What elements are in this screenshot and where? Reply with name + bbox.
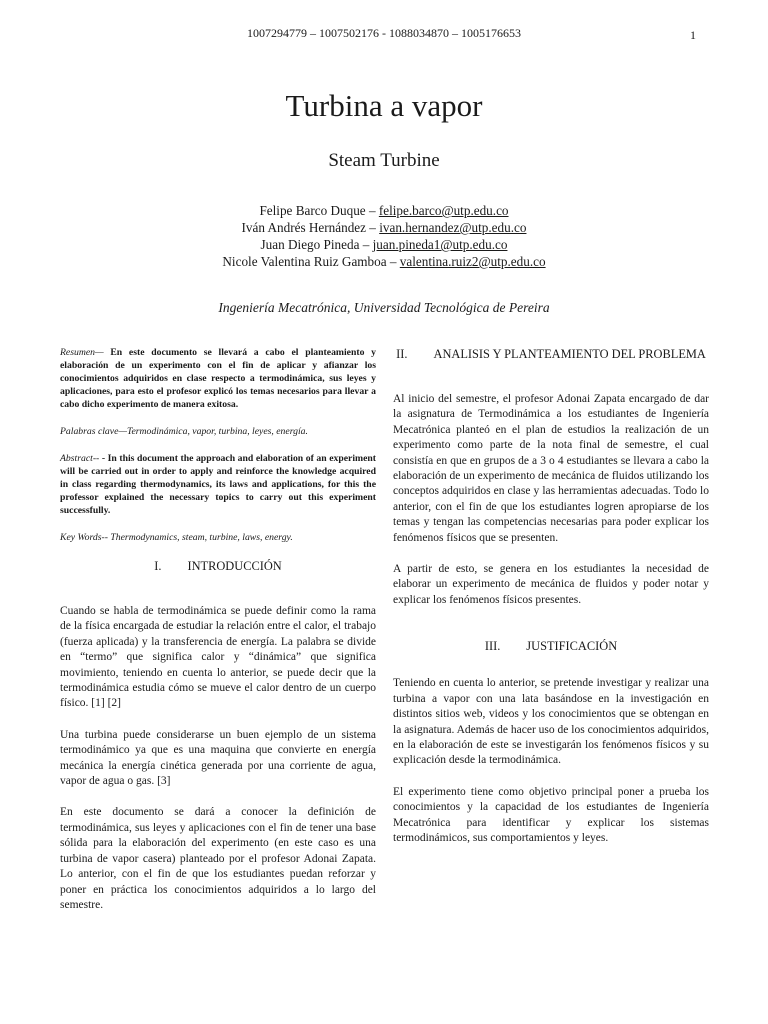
right-column <box>393 346 709 846</box>
author-name: Juan Diego Pineda – <box>260 237 370 252</box>
paper-title: Turbina a vapor <box>285 88 483 123</box>
author-name: Felipe Barco Duque – <box>259 203 376 218</box>
running-header-ids: 1007294779 – 1007502176 - 1088034870 – 1005176653 <box>247 26 521 40</box>
justificacion-paragraph: Teniendo en cuenta lo anterior, se pretende investigar y realizar una turbina a vapor con una lata basándose en la investigación en distintos sitios web, videos y los conocimientos que se obtengan en la asignatura. Además de hacer uso de los conocimientos adquiridos, en la elaboración de este se investigarán los fenómenos físicos y su explicación desde la termodinámica. <box>393 677 709 767</box>
author-email-link[interactable]: valentina.ruiz2@utp.edu.co <box>399 254 546 269</box>
abstract-en-text: - In this document the approach and elaboration of an experiment will be carried out in order to apply and reinforce the knowledge acquired in class regarding thermodynamics, its laws and applications, for this the professor explained the necessary topics to carry out this experiment successfully. <box>60 453 377 516</box>
page-number: 1 <box>690 28 696 42</box>
abstract-es-label: Resumen— <box>60 347 104 358</box>
analisis-paragraph: Al inicio del semestre, el profesor Adonai Zapata encargado de dar la asignatura de Termodinámica a los estudiantes de Ingeniería Mecatrónica planteó en el plan de estudios la realización de un experimento como parte de la nota final de semestre, el cual consistía en que en grupos de a 3 o 4 estudiantes se llevara a cabo la elaboración de un experimento de mecánica de fluidos utilizando los conceptos adquiridos en clase y las herramientas adecuadas. Todo lo anterior, con el fin de que los estudiantes logren apropiarse de los temas y tengan las competencias necesarias para poder explicar los fenómenos físicos que se presenten. <box>393 393 709 544</box>
author-line <box>0 253 768 270</box>
author-name: Iván Andrés Hernández – <box>241 220 376 235</box>
abstract-es <box>60 346 376 411</box>
intro-paragraph: En este documento se dará a conocer la definición de termodinámica, sus leyes y aplicaciones con el fin de tener una base sólida para la elaboración del experimento (en este caso es una turbina de vapor casera) planteado por el profesor Adonai Zapata. Lo anterior, con el fin de que los estudiantes puedan reforzar y poner en práctica los conocimientos adquiridos a lo largo del semestre. <box>60 806 376 911</box>
affiliation: Ingeniería Mecatrónica, Universidad Tecnológica de Pereira <box>218 300 550 315</box>
analisis-paragraph: A partir de esto, se genera en los estudiantes la necesidad de elaborar un experimento de mecánica de fluidos y poder notar y explicar los fenómenos físicos presentes. <box>393 563 709 606</box>
author-line <box>0 219 768 236</box>
keywords-es: Palabras clave—Termodinámica, vapor, turbina, leyes, energía. <box>60 426 308 437</box>
section-heading-analisis: II. ANALISIS Y PLANTEAMIENTO DEL PROBLEMA <box>396 347 706 361</box>
section-heading-intro: I. INTRODUCCIÓN <box>154 559 282 573</box>
author-name: Nicole Valentina Ruiz Gamboa – <box>222 254 397 269</box>
author-email-link[interactable]: juan.pineda1@utp.edu.co <box>372 237 508 252</box>
paper-subtitle: Steam Turbine <box>328 150 440 171</box>
author-list <box>0 202 768 270</box>
author-email-link[interactable]: ivan.hernandez@utp.edu.co <box>379 220 527 235</box>
abstract-en <box>60 452 376 517</box>
author-email-link[interactable]: felipe.barco@utp.edu.co <box>378 203 509 218</box>
justificacion-paragraph: El experimento tiene como objetivo principal poner a prueba los conocimientos y la capacidad de los estudiantes de Ingeniería Mecatrónica para identificar y explicar los sistemas termodinámicos, sus comportamientos y leyes. <box>393 785 709 844</box>
intro-paragraph: Una turbina puede considerarse un buen ejemplo de un sistema termodinámico ya que es una maquina que convierte en energía mecánica la energía cinética generada por una corriente de agua, vapor de agua o gas. [3] <box>60 728 376 788</box>
abstract-es-text: En este documento se llevará a cabo el planteamiento y elaboración de un experimento con el fin de aplicar y afianzar los conocimientos adquiridos en clase respecto a termodinámica, sus leyes y aplicaciones, para esto el profesor explicó los temas necesarios para llevar a cabo dicho experimento de manera exitosa. <box>60 347 377 410</box>
abstract-en-label: Abstract-- <box>60 453 100 464</box>
left-column <box>60 346 376 913</box>
keywords-en: Key Words-- Thermodynamics, steam, turbine, laws, energy. <box>60 532 293 543</box>
author-line <box>0 236 768 253</box>
author-line <box>0 202 768 219</box>
section-heading-justificacion: III. JUSTIFICACIÓN <box>484 639 618 654</box>
intro-paragraph: Cuando se habla de termodinámica se puede definir como la rama de la física encargada de estudiar la relación entre el calor, el trabajo (fuerza aplicada) y la transferencia de energía. La palabra se divide en “termo” que significa calor y “dinámica” que significa movimiento, teniendo en cuenta lo anterior, se puede decir que la termodinámica estudia cómo se mueve el calor dentro de un cuerpo físico. [1] [2] <box>60 605 376 710</box>
